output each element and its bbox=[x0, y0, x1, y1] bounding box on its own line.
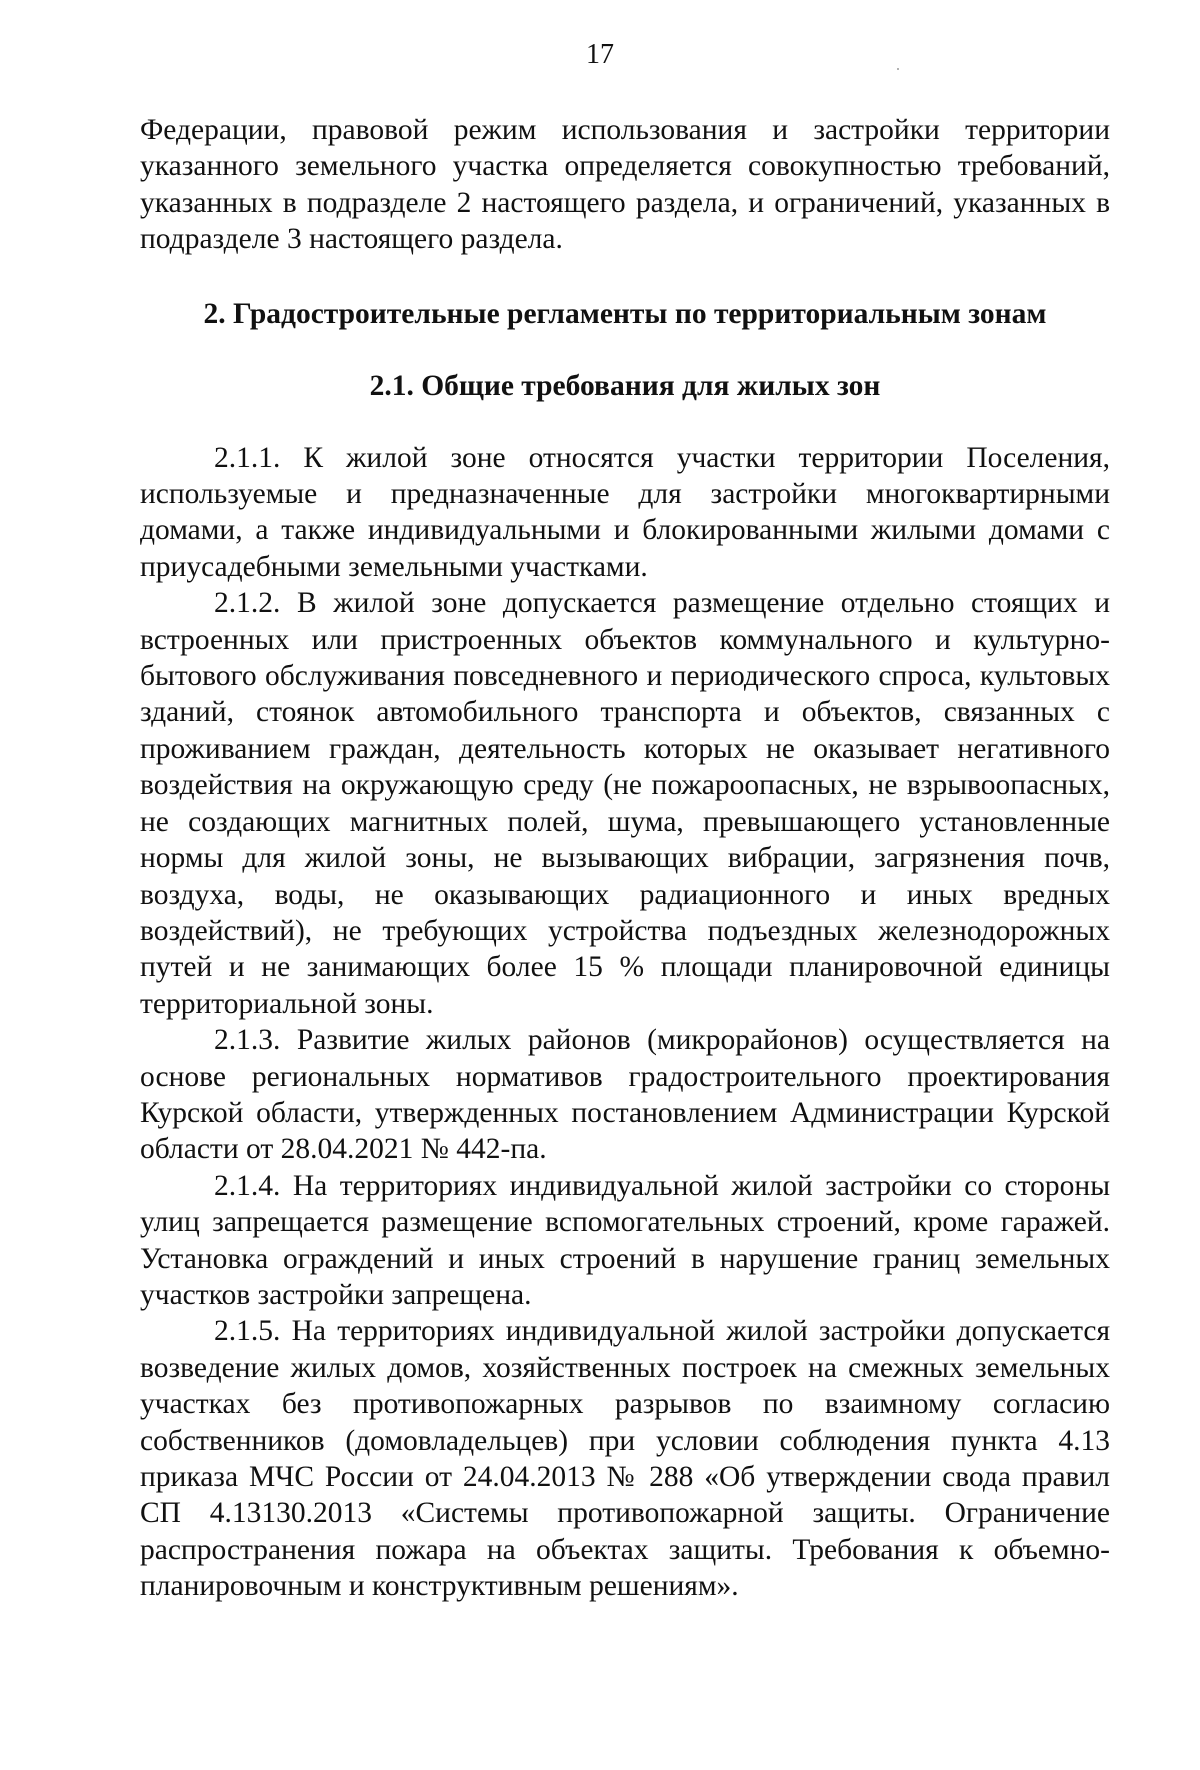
clause-text: На территориях индивидуальной жилой застройки допускается возведение жилых домов, хозяйственных построек на смежных земельных участках без противопожарных разрывов по взаимному согласию собственников (домовладельцев) при условии соблюдения пункта 4.13 приказа МЧС России от 24.04.2013 № 288 «Об утверждении свода правил СП 4.13130.2013 «Системы противопожарной защиты. Ограничение распространения пожара на объектах защиты. Требования к объемно-планировочным и конструктивным решениям». bbox=[140, 1315, 1111, 1603]
clause-text: На территориях индивидуальной жилой застройки со стороны улиц запрещается размещение вспомогательных строений, кроме гаражей. Установка ограждений и иных строений в нарушение границ земельных участков застройки запрещена. bbox=[140, 1169, 1111, 1311]
clause-text: Развитие жилых районов (микрорайонов) осуществляется на основе региональных нормативов градостроительного проектирования Курской области, утвержденных постановлением Администрации Курской области от 28.04.2021 № 442-па. bbox=[140, 1024, 1110, 1166]
clause-2-1-3 bbox=[140, 1022, 1110, 1168]
clause-number: 2.1.4. bbox=[214, 1169, 281, 1202]
subsection-heading: 2.1. Общие требования для жилых зон bbox=[369, 369, 881, 402]
clause-text: В жилой зоне допускается размещение отдельно стоящих и встроенных или пристроенных объектов коммунального и культурно-бытового обслуживания повседневного и периодического спроса, культовых зданий, стоянок автомобильного транспорта и объектов, связанных с проживанием граждан, деятельность которых не оказывает негативного воздействия на окружающую среду (не пожароопасных, не взрывоопасных, не создающих магнитных полей, шума, превышающего установленные нормы для жилой зоны, не вызывающих вибрации, загрязнения почв, воздуха, воды, не оказывающих радиационного и иных вредных воздействий), не требующих устройства подъездных железнодорожных путей и не занимающих более 15 % площади планировочной единицы территориальной зоны. bbox=[140, 587, 1111, 1020]
clause-2-1-1 bbox=[140, 440, 1110, 586]
clause-2-1-2 bbox=[140, 585, 1110, 1022]
clause-text: К жилой зоне относятся участки территории Поселения, используемые и предназначенные для застройки многоквартирными домами, а также индивидуальными и блокированными жилыми домами с приусадебными земельными участками. bbox=[140, 441, 1110, 583]
clause-2-1-4 bbox=[140, 1168, 1110, 1314]
intro-paragraph: Федерации, правовой режим использования и застройки территории указанного земельного участка определяется совокупностью требований, указанных в подразделе 2 настоящего раздела, и ограничений, указанных в подразделе 3 настоящего раздела. bbox=[140, 114, 1110, 256]
page-number: 17 bbox=[586, 39, 614, 70]
clause-number: 2.1.1. bbox=[214, 441, 281, 474]
section-heading: 2. Градостроительные регламенты по территориальным зонам bbox=[203, 297, 1047, 330]
clause-2-1-5 bbox=[140, 1313, 1110, 1604]
clause-number: 2.1.2. bbox=[214, 587, 281, 620]
document-body bbox=[140, 112, 1110, 1605]
clause-number: 2.1.3. bbox=[214, 1024, 281, 1057]
scan-speck bbox=[897, 68, 899, 70]
clause-number: 2.1.5. bbox=[214, 1315, 281, 1348]
